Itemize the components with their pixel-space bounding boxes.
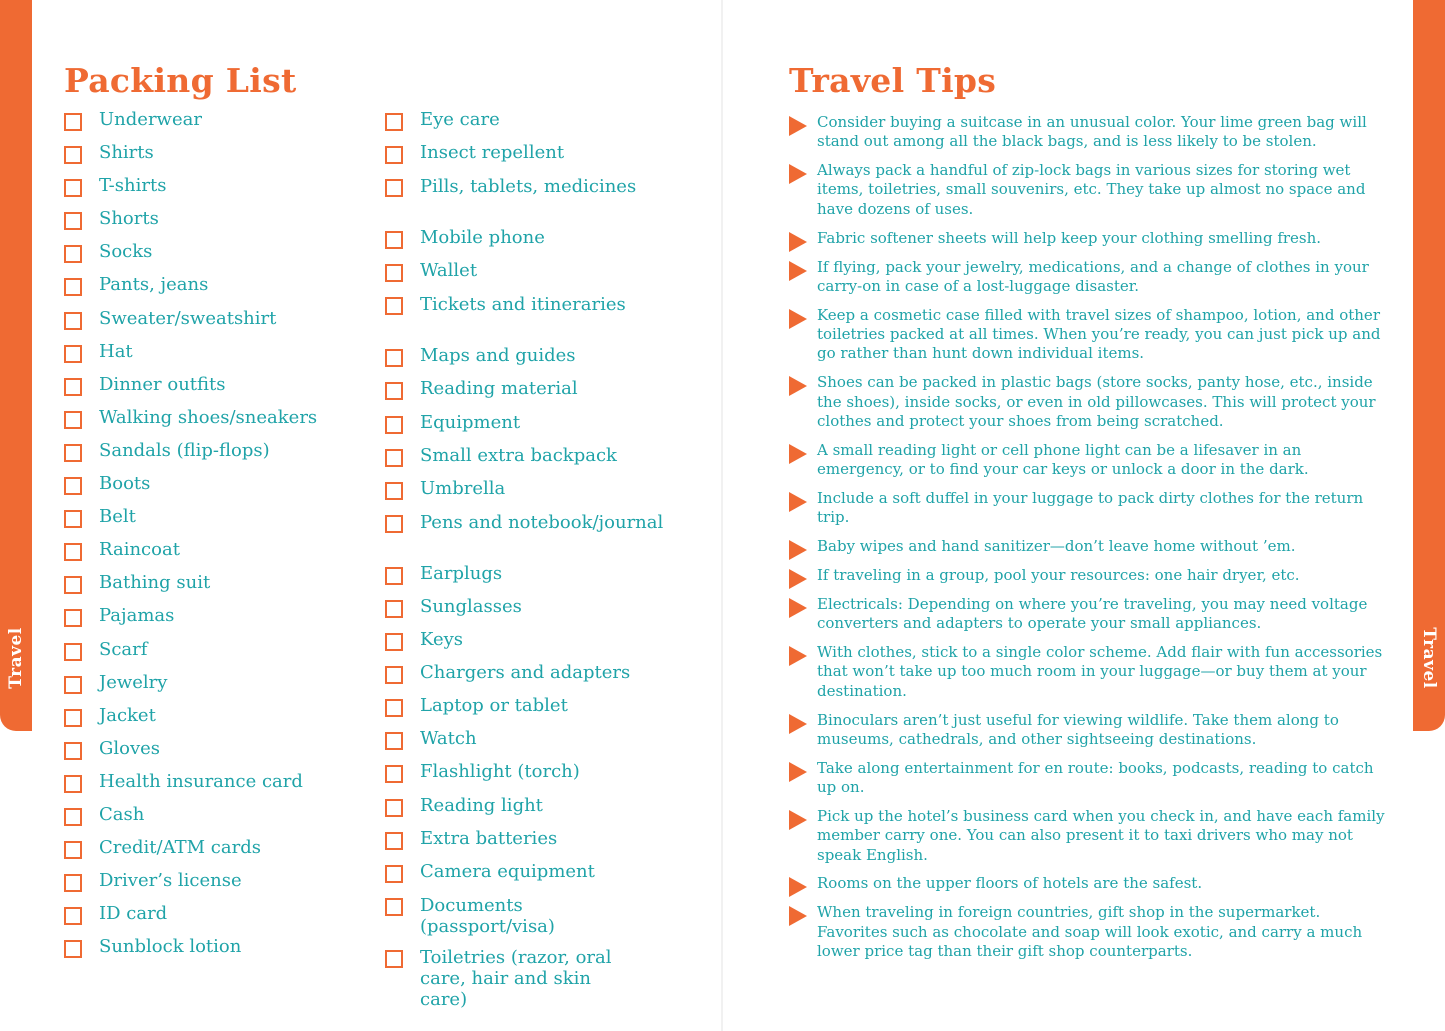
travel-tip — [789, 441, 1389, 480]
checklist-item[interactable] — [64, 209, 364, 242]
checklist-item-label: Pajamas — [99, 605, 175, 627]
checklist-item-label: Flashlight (torch) — [420, 761, 580, 783]
checklist-item[interactable] — [64, 143, 364, 176]
checklist-item[interactable] — [385, 110, 685, 143]
travel-tip-text: Consider buying a suitcase in an unusual color. Your lime green bag will stand out among all the black bags, and is less likely to be stolen. — [817, 113, 1367, 151]
checklist-item-label: Reading light — [420, 794, 543, 816]
packing-list-title: Packing List — [64, 61, 297, 100]
triangle-bullet-icon — [789, 164, 807, 184]
checklist-item[interactable] — [385, 379, 685, 412]
checkbox[interactable] — [64, 543, 82, 561]
checklist-item[interactable] — [385, 346, 685, 379]
travel-tip — [789, 643, 1389, 701]
travel-tip-text: Electricals: Depending on where you’re traveling, you may need voltage converters and adapters to operate your small appliances. — [817, 594, 1368, 633]
triangle-bullet-icon — [789, 309, 807, 329]
checkbox[interactable] — [385, 898, 403, 916]
checklist-item-label: Maps and guides — [420, 345, 576, 367]
checklist-item[interactable] — [64, 408, 364, 441]
travel-tip-text: Shoes can be packed in plastic bags (store socks, panty hose, etc., inside the shoes), inside socks, or even in old pillowcases. This will protect your clothes and protect your shoes from being scratched. — [817, 373, 1376, 430]
checklist-item-label: Shorts — [99, 208, 159, 230]
checklist-item[interactable] — [64, 474, 364, 507]
checkbox[interactable] — [64, 742, 82, 760]
checklist-item[interactable] — [385, 862, 685, 895]
checklist-item[interactable] — [385, 446, 685, 479]
checkbox[interactable] — [385, 416, 403, 434]
checklist-item-label: Extra batteries — [420, 827, 558, 849]
triangle-bullet-icon — [789, 232, 807, 252]
checklist-item-label: Dinner outfits — [99, 373, 226, 395]
checklist-item-label: Camera equipment — [420, 860, 595, 882]
checklist-item[interactable] — [64, 805, 364, 838]
checklist-item[interactable] — [385, 176, 685, 228]
checkbox[interactable] — [64, 212, 82, 230]
checklist-item-label: Bathing suit — [99, 572, 211, 594]
checkbox[interactable] — [64, 113, 82, 131]
side-tab-left — [0, 0, 32, 731]
checklist-item-label: Belt — [99, 506, 136, 528]
checkbox[interactable] — [385, 732, 403, 750]
travel-tip-text: With clothes, stick to a single color scheme. Add flair with fun accessories that won’t take up too much room in your luggage—or buy them at your destination. — [817, 643, 1383, 700]
checkbox[interactable] — [385, 600, 403, 618]
checkbox[interactable] — [385, 832, 403, 850]
checkbox[interactable] — [385, 515, 403, 533]
checklist-item-label: Pills, tablets, medicines — [420, 176, 637, 198]
triangle-bullet-icon — [789, 714, 807, 734]
checklist-item-label: Jewelry — [99, 671, 168, 693]
checklist-item-label: Equipment — [420, 411, 521, 433]
travel-tip — [789, 566, 1389, 585]
travel-tip-text: Fabric softener sheets will help keep your clothing smelling fresh. — [817, 228, 1322, 247]
side-tab-label: Travel — [6, 627, 26, 689]
travel-tip-text: Pick up the hotel’s business card when you check in, and have each family member carry one. You can also present it to taxi drivers who may not speak English. — [817, 806, 1385, 864]
checklist-item[interactable] — [64, 110, 364, 143]
checkbox[interactable] — [385, 146, 403, 164]
checkbox[interactable] — [64, 345, 82, 363]
travel-tip-text: When traveling in foreign countries, gift shop in the supermarket. Favorites such as chocolate and soap will look exotic, and carry a much lower price tag than their gift shop counterparts. — [817, 903, 1363, 960]
travel-tip-text: Always pack a handful of zip-lock bags in various sizes for storing wet items, toiletries, small souvenirs, etc. They take up almost no space and have dozens of uses. — [817, 161, 1366, 218]
checklist-item-label: Shirts — [99, 142, 154, 164]
checklist-item[interactable] — [64, 937, 364, 970]
checklist-item-label: Umbrella — [420, 477, 506, 499]
checklist-item-label: Gloves — [99, 737, 161, 759]
checkbox[interactable] — [385, 950, 403, 968]
checkbox[interactable] — [64, 411, 82, 429]
checklist-item-label: Sunblock lotion — [99, 936, 242, 958]
page-gutter — [721, 0, 723, 1031]
checklist-item[interactable] — [64, 838, 364, 871]
checklist-item-label: Watch — [420, 728, 477, 750]
checklist-item[interactable] — [64, 275, 364, 308]
triangle-bullet-icon — [789, 376, 807, 396]
checklist-item-label: Laptop or tablet — [420, 695, 568, 717]
travel-tip-text: A small reading light or cell phone light can be a lifesaver in an emergency, or to find your car keys or unlock a door in the dark. — [817, 440, 1309, 479]
triangle-bullet-icon — [789, 444, 807, 464]
checklist-item[interactable] — [64, 904, 364, 937]
travel-tip-text: If traveling in a group, pool your resources: one hair dryer, etc. — [817, 565, 1300, 584]
checklist-item[interactable] — [64, 507, 364, 540]
triangle-bullet-icon — [789, 762, 807, 782]
packing-list-column-1 — [64, 110, 364, 970]
checklist-item[interactable] — [64, 871, 364, 904]
checkbox[interactable] — [385, 633, 403, 651]
checkbox[interactable] — [385, 382, 403, 400]
checklist-item[interactable] — [385, 564, 685, 597]
checklist-item-label: Boots — [99, 473, 151, 495]
side-tab-right — [1413, 0, 1445, 731]
checkbox[interactable] — [385, 113, 403, 131]
checklist-item-label: Insect repellent — [420, 142, 565, 164]
checklist-item[interactable] — [64, 772, 364, 805]
checklist-item[interactable] — [64, 441, 364, 474]
checklist-item[interactable] — [385, 413, 685, 446]
checklist-item-label: Mobile phone — [420, 227, 545, 249]
checkbox[interactable] — [385, 264, 403, 282]
checkbox[interactable] — [64, 179, 82, 197]
checkbox[interactable] — [385, 297, 403, 315]
checklist-item[interactable] — [64, 540, 364, 573]
travel-tip — [789, 807, 1389, 865]
travel-tip — [789, 489, 1389, 528]
checklist-item[interactable] — [385, 261, 685, 294]
travel-tips-list — [789, 113, 1389, 971]
checkbox[interactable] — [64, 510, 82, 528]
checklist-item-label: Health insurance card — [99, 770, 303, 792]
checklist-item-label: Cash — [99, 803, 145, 825]
travel-tip-text: Rooms on the upper floors of hotels are the safest. — [817, 874, 1203, 893]
checkbox[interactable] — [64, 643, 82, 661]
checkbox[interactable] — [385, 449, 403, 467]
travel-tip-text: If flying, pack your jewelry, medications, and a change of clothes in your carry-on in case of a lost-luggage disaster. — [817, 257, 1369, 295]
checklist-item[interactable] — [385, 143, 685, 176]
checklist-item[interactable] — [385, 895, 685, 947]
checklist-item[interactable] — [385, 597, 685, 630]
checklist-item-label: Jacket — [99, 704, 156, 726]
travel-tip — [789, 874, 1389, 893]
travel-tip — [789, 229, 1389, 248]
checkbox[interactable] — [64, 907, 82, 925]
checkbox[interactable] — [64, 245, 82, 263]
travel-tip-text: Take along entertainment for en route: books, podcasts, reading to catch up on. — [817, 758, 1374, 797]
travel-tip — [789, 306, 1389, 364]
checkbox[interactable] — [64, 841, 82, 859]
checkbox[interactable] — [385, 666, 403, 684]
checkbox[interactable] — [385, 567, 403, 585]
checklist-item[interactable] — [64, 375, 364, 408]
checklist-item-label: Raincoat — [99, 539, 180, 561]
checklist-item[interactable] — [64, 309, 364, 342]
checklist-item-label: Tickets and itineraries — [420, 294, 626, 316]
travel-tip — [789, 373, 1389, 431]
checklist-item-label: T-shirts — [99, 175, 167, 197]
triangle-bullet-icon — [789, 261, 807, 281]
checklist-item-label: Sunglasses — [420, 595, 522, 617]
checkbox[interactable] — [64, 444, 82, 462]
checklist-item[interactable] — [385, 663, 685, 696]
checklist-item[interactable] — [64, 706, 364, 739]
travel-tip — [789, 537, 1389, 556]
checklist-item-label: Driver’s license — [99, 870, 242, 892]
travel-tip-text: Keep a cosmetic case filled with travel sizes of shampoo, lotion, and other toiletries packed at all times. When you’re ready, you can just pick up and go rather than hunt down individual items. — [817, 305, 1381, 363]
checklist-item-label: Documents (passport/visa) — [420, 894, 555, 937]
checklist-item-label: Keys — [420, 629, 464, 651]
checklist-item-label: Earplugs — [420, 562, 503, 584]
checklist-item[interactable] — [64, 242, 364, 275]
checkbox[interactable] — [64, 278, 82, 296]
checkbox[interactable] — [64, 477, 82, 495]
triangle-bullet-icon — [789, 492, 807, 512]
checklist-item[interactable] — [64, 739, 364, 772]
triangle-bullet-icon — [789, 877, 807, 897]
checkbox[interactable] — [64, 808, 82, 826]
checkbox[interactable] — [64, 676, 82, 694]
triangle-bullet-icon — [789, 540, 807, 560]
checkbox[interactable] — [385, 765, 403, 783]
checklist-item-label: Chargers and adapters — [420, 662, 631, 684]
checkbox[interactable] — [64, 609, 82, 627]
checklist-item[interactable] — [385, 762, 685, 795]
checkbox[interactable] — [385, 349, 403, 367]
travel-tip — [789, 759, 1389, 798]
checklist-item[interactable] — [64, 342, 364, 375]
checklist-item-label: Sweater/sweatshirt — [99, 307, 277, 329]
checkbox[interactable] — [385, 231, 403, 249]
travel-tip-text: Binoculars aren’t just useful for viewing wildlife. Take them along to museums, cathedrals, and other sightseeing destinations. — [817, 710, 1339, 748]
checklist-item-label: Walking shoes/sneakers — [99, 406, 318, 428]
travel-tip — [789, 258, 1389, 297]
checkbox[interactable] — [64, 775, 82, 793]
checklist-item[interactable] — [385, 479, 685, 512]
checklist-item-label: Toiletries (razor, oral care, hair and skin care) — [420, 946, 612, 1010]
checklist-item-label: Reading material — [420, 378, 578, 400]
checkbox[interactable] — [64, 940, 82, 958]
packing-list-column-2 — [385, 110, 685, 1013]
checklist-item-label: Credit/ATM cards — [99, 837, 261, 859]
checklist-item[interactable] — [64, 573, 364, 606]
checklist-item-label: Hat — [99, 340, 133, 362]
checklist-item-label: Sandals (flip-flops) — [99, 439, 270, 461]
checkbox[interactable] — [385, 865, 403, 883]
triangle-bullet-icon — [789, 810, 807, 830]
triangle-bullet-icon — [789, 569, 807, 589]
checklist-item-label: Pens and notebook/journal — [420, 511, 664, 533]
checkbox[interactable] — [64, 709, 82, 727]
checklist-item[interactable] — [385, 796, 685, 829]
travel-tip-text: Include a soft duffel in your luggage to pack dirty clothes for the return trip. — [817, 488, 1364, 527]
travel-tip — [789, 711, 1389, 750]
checkbox[interactable] — [385, 179, 403, 197]
checklist-item[interactable] — [385, 294, 685, 346]
travel-tip-text: Baby wipes and hand sanitizer—don’t leave home without ’em. — [817, 537, 1296, 556]
checkbox[interactable] — [385, 482, 403, 500]
checklist-item[interactable] — [64, 640, 364, 673]
checklist-item-label: Small extra backpack — [420, 444, 617, 466]
triangle-bullet-icon — [789, 598, 807, 618]
checklist-item-label: ID card — [99, 903, 168, 925]
checklist-item[interactable] — [385, 630, 685, 663]
travel-tip — [789, 113, 1389, 152]
travel-tips-title: Travel Tips — [789, 61, 997, 100]
checkbox[interactable] — [385, 699, 403, 717]
checklist-item-label: Underwear — [99, 109, 202, 130]
checkbox[interactable] — [64, 378, 82, 396]
checklist-item[interactable] — [385, 947, 685, 1013]
checklist-item[interactable] — [64, 606, 364, 639]
checklist-item-label: Socks — [99, 241, 153, 263]
checklist-item-label: Pants, jeans — [99, 274, 209, 296]
checklist-item[interactable] — [385, 512, 685, 564]
checkbox[interactable] — [64, 312, 82, 330]
travel-tip — [789, 903, 1389, 961]
checkbox[interactable] — [64, 576, 82, 594]
triangle-bullet-icon — [789, 906, 807, 926]
checkbox[interactable] — [385, 799, 403, 817]
side-tab-label: Travel — [1419, 627, 1439, 689]
travel-tip — [789, 161, 1389, 219]
triangle-bullet-icon — [789, 116, 807, 136]
checklist-item[interactable] — [385, 696, 685, 729]
checklist-item[interactable] — [64, 673, 364, 706]
checklist-item-label: Wallet — [420, 260, 478, 282]
checklist-item[interactable] — [385, 729, 685, 762]
checkbox[interactable] — [64, 146, 82, 164]
checklist-item-label: Eye care — [420, 109, 500, 130]
checkbox[interactable] — [64, 874, 82, 892]
triangle-bullet-icon — [789, 646, 807, 666]
travel-tip — [789, 595, 1389, 634]
checklist-item[interactable] — [385, 228, 685, 261]
checklist-item-label: Scarf — [99, 638, 148, 660]
checklist-item[interactable] — [385, 829, 685, 862]
checklist-item[interactable] — [64, 176, 364, 209]
